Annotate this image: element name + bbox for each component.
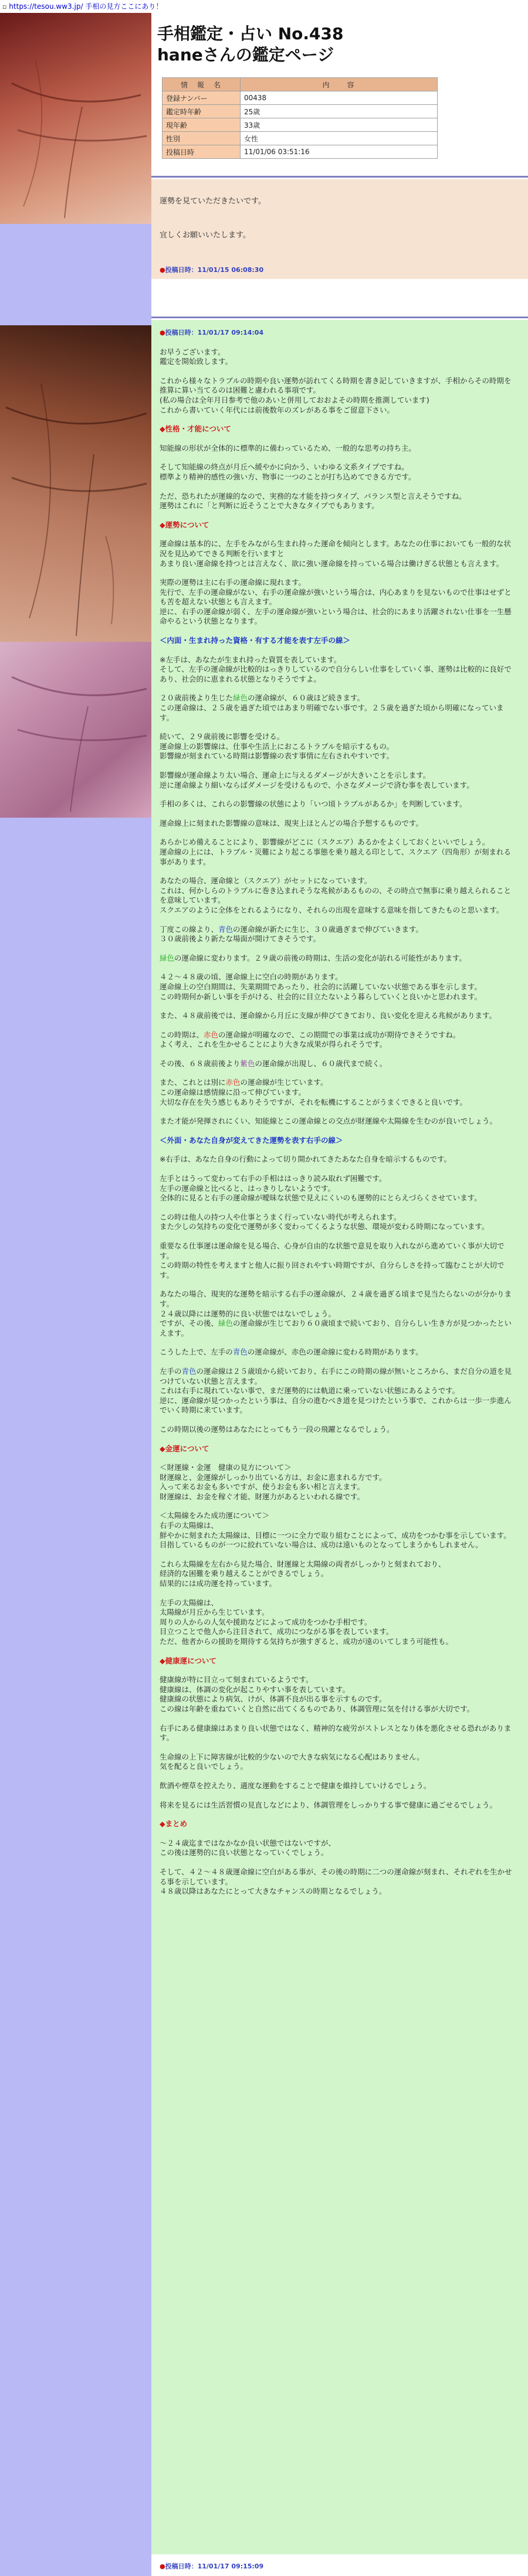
section-paragraph	[160, 1059, 517, 1069]
paragraph-line: 左手の太陽線は、	[160, 1598, 219, 1607]
section-heading: ◆金運について	[160, 1444, 209, 1453]
palm-photo-3	[0, 642, 151, 818]
reading-sections	[160, 424, 517, 1897]
greeting	[160, 348, 517, 367]
section-paragraph	[160, 578, 517, 627]
paragraph-line: ですが、その後、緑色の運命線が生じており６０歳頃まで続いており、自分らしい生き方が見つかったといえます。	[160, 1319, 512, 1338]
section-paragraph	[160, 925, 517, 944]
reply-content	[160, 328, 517, 1906]
color-keyword: 緑色	[160, 953, 175, 962]
paragraph-line: 結果的には成功運を持っています。	[160, 1579, 277, 1588]
paragraph-line: 目指しているものが一つに絞れていない場合は、成功は遠いものとなってしまうかもしれません。	[160, 1540, 483, 1550]
paragraph-line: これは右手に現れていない事で、まだ運勢的には軌道に乗っていない状態にあるようです。	[160, 1386, 460, 1396]
paragraph-line: こうした上で、左手の青色の運命線が、赤色の運命線に変わる時期があります。	[160, 1347, 423, 1357]
paragraph-line: 逆に、右手の運命線が弱く、左手の運命線が強いという場合は、社会的にあまり活躍されない仕事を一生懸命やるという状態となります。	[160, 607, 512, 626]
section-paragraph	[160, 819, 517, 829]
paragraph-line: ４８歳以降はあなたにとって大きなチャンスの時期となるでしょう。	[160, 1887, 387, 1896]
info-key: 鑑定時年齢	[163, 105, 241, 118]
paragraph-line: あらかじめ備えることにより、影響線がどこに（スクエア）あるかをよくしておくといいでしょう。	[160, 838, 490, 847]
paragraph-line: 丁度この線より、青色の運命線が新たに生じ、３０歳過ぎまで伸びていきます。	[160, 924, 424, 934]
section-paragraph	[160, 1174, 517, 1203]
section-paragraph	[160, 1801, 517, 1811]
section-paragraph	[160, 1753, 517, 1772]
section-paragraph	[160, 876, 517, 915]
info-key: 登録ナンバー	[163, 91, 241, 105]
paragraph-line: 知能線の形状が全体的に標準的に備わっているため、一般的な思考の持ち主。	[160, 443, 416, 452]
color-keyword: 青色	[232, 1347, 248, 1357]
paragraph-line: この運命線は、２５歳を過ぎた頃ではあまり明確でない事です。２５歳を過ぎた頃から明確になっています。	[160, 703, 504, 722]
paragraph-line: 大切な存在を失う感じもありそうですが、それを転機にすることがうまくできると良いです。	[160, 1097, 468, 1107]
reply-timestamp	[160, 328, 517, 338]
section-paragraph	[160, 492, 517, 511]
section-paragraph	[160, 462, 517, 482]
paragraph-line: ４２〜４８歳の頃、運命線上に空白の時期があります。	[160, 972, 343, 982]
paragraph-line: 逆に、運命線が見つかったという事は、自分の進むべき道を見つけたという事で、これからは一歩一歩進んでいく時期に来ています。	[160, 1396, 512, 1415]
paragraph-line: そして、左手の運命線が比較的はっきりしているので自分らしい仕事をしていく事、運勢は比較的に良好であり、社会的に恵まれる状態となりそうですよ。	[160, 665, 512, 683]
paragraph-line: 影響線が運命線より太い場合、運命上に与えるダメージが大きいことを示します。	[160, 771, 431, 780]
paragraph-line: この時期以後の運勢はあなたにとってもう一段の飛躍となるでしょう。	[160, 1424, 394, 1434]
info-table-header	[163, 78, 438, 91]
paragraph-line: そして、４２〜４８歳運命線に空白がある事が、その後の時期に二つの運命線が刻まれ、それぞれを生かせる事を示しています。	[160, 1867, 512, 1886]
section-paragraph	[160, 1347, 517, 1357]
paragraph-line: 運命線は基本的に、左手をみながら生まれ持った運命を傾向とします。あなたの仕事においても一般的な状況を見込めてできる判断を行いますと	[160, 539, 512, 558]
bullet-icon: ●	[160, 266, 165, 274]
paragraph-line: この線は年齢を重ねていくと自然に出てくるものであり、体調管理に気を付ける事が大切です。	[160, 1704, 475, 1713]
paragraph-line: この時期は、赤色の運命線が明確なので、この期間での事業は成功が期待できそうですね。	[160, 1030, 461, 1039]
section-paragraph	[160, 1560, 517, 1589]
color-keyword: 青色	[181, 1366, 197, 1376]
palm-lines-3	[0, 642, 151, 818]
paragraph-line: 左手の運命線と比べると、はっきりしないようです。	[160, 1183, 336, 1193]
paragraph-line: 太陽線が月丘から生じています。	[160, 1608, 269, 1617]
info-value: 25歳	[241, 105, 438, 118]
section-paragraph	[160, 1839, 517, 1858]
section-paragraph	[160, 954, 517, 964]
info-value: 11/01/06 03:51:16	[241, 145, 438, 159]
intro-line: これから書いていく年代には前後数年のズレがある事をご留意下さい。	[160, 405, 395, 414]
paragraph-line: ２４歳以降には運勢的に良い状態ではないでしょう。	[160, 1309, 336, 1318]
paragraph-line: この時期何か新しい事を手がける、社会的に目立たないよう暮らしていくと良いかと思われます。	[160, 992, 482, 1001]
section-paragraph	[160, 655, 517, 685]
section-paragraph	[160, 1155, 517, 1165]
section-heading: ◆まとめ	[160, 1819, 188, 1829]
info-value: 女性	[241, 132, 438, 145]
intro-line: これから様々なトラブルの時期や良い運勢が訪れてくる時期を書き記していきますが、手相からその時期を推算に算い当てるのは困難と慮われる事項です。	[160, 376, 512, 395]
paragraph-line: あなたの場合、現実的な運勢を暗示する右手の運命線が、２４歳を過ぎる頃まで見当たらないのが分かります。	[160, 1289, 512, 1308]
paragraph-line: 気を配ると良いでしょう。	[160, 1762, 248, 1771]
greeting-line: 鑑定を開始致します。	[160, 357, 233, 366]
color-keyword: 赤色	[225, 1078, 241, 1087]
request-timestamp	[160, 265, 263, 274]
section-paragraph	[160, 1511, 517, 1550]
paragraph-line: 運命線の上には、トラブル・災難により起こる事態を乗り越える印として、スクエア（四角形）が刻まれる事があります。	[160, 847, 512, 866]
section-heading: ◆運勢について	[160, 520, 209, 529]
paragraph-line: 緑色の運命線に変わります。２９歳の前後の時期は、生活の変化が訪れる可能性があります。	[160, 953, 467, 962]
table-row	[163, 132, 438, 145]
paragraph-line: スクエアのように全体をとれるようになり、それらの出現を意味する意味を指してきたものと思います。	[160, 905, 504, 914]
info-header-content: 内 容	[241, 78, 438, 91]
reply-timestamp-text: 投稿日時：11/01/17 09:14:04	[165, 329, 264, 336]
paragraph-line: 健康線の状態により病気、けが、体調不良が出る事を示すものです。	[160, 1694, 387, 1704]
paragraph-line: 目立つことで他人から注目されて、成功につながる事を表しています。	[160, 1627, 394, 1636]
paragraph-line: ＜財運線・金運 健康の見方について＞	[160, 1463, 292, 1472]
paragraph-line: この後は運勢的に良い状態となっていくでしょう。	[160, 1848, 329, 1857]
top-bar	[0, 0, 528, 13]
bullet-icon: ●	[160, 329, 165, 336]
title-line-2: haneさんの鑑定ページ	[157, 45, 334, 64]
palm-photo-1	[0, 13, 151, 224]
paragraph-line: 手相の多くは、これらの影響線の状態により「いつ頃トラブルがあるか」を判断しています。	[160, 799, 467, 809]
paragraph-line: 運命線上の影響線は、仕事や生活上におこるトラブルを暗示するもの。	[160, 741, 394, 751]
color-keyword: 緑色	[233, 693, 248, 703]
paragraph-line: 将来を見るには生活習慣の見直しなどにより、体調管理をしっかりする事で健康に過ごせるでしょう。	[160, 1800, 497, 1809]
section-paragraph	[160, 1425, 517, 1435]
table-row	[163, 145, 438, 159]
section-paragraph	[160, 1289, 517, 1338]
site-url-link[interactable]: https://tesou.ww3.jp/	[9, 2, 83, 11]
section-paragraph	[160, 1030, 517, 1050]
section-paragraph	[160, 1117, 517, 1127]
table-row	[163, 91, 438, 105]
paragraph-line: ただ、恐ちれたが運線的なので、実務的な才能を持つタイプ、バランス型と言えそうですね。	[160, 491, 466, 501]
info-value: 00438	[241, 91, 438, 105]
paragraph-line: 逆に運命線より細いならばダメージを受けるもので、小さなダメージで済む事を表しています。	[160, 780, 474, 790]
paragraph-line: この時期の特性を考えますと他人に振り回されやすい時期ですが、自分らしさを持って臨むことが大切です。	[160, 1261, 505, 1280]
paragraph-line: ※右手は、あなた自身の行動によって切り開かれてきたあなた自身を暗示するものです。	[160, 1155, 451, 1164]
request-line-1: 運勢を見ていただきたいです。	[160, 197, 266, 206]
paragraph-line: 周りの人からの人気や援助などによって成功をつかむ手相です。	[160, 1617, 372, 1626]
info-table	[162, 77, 438, 159]
paragraph-line: 健康線は、体調の変化が起こりやすい事を表しています。	[160, 1685, 350, 1694]
paragraph-line: 財運線と、金運線がしっかり出ている方は、お金に恵まれる方です。	[160, 1472, 387, 1482]
paragraph-line: ただ、他者からの援助を期待する気持ちが強すぎると、成功が遠のいてしまう可能性も。	[160, 1637, 453, 1646]
title-line-1: 手相鑑定・占い No.438	[157, 24, 344, 43]
request-timestamp-text: 投稿日時：11/01/15 06:08:30	[165, 266, 264, 274]
greeting-line: お早うございます。	[160, 347, 225, 356]
color-keyword: 青色	[218, 924, 233, 934]
section-paragraph	[160, 1598, 517, 1647]
site-home-link[interactable]: 手相の見方ここにあり！	[85, 2, 163, 11]
section-paragraph	[160, 1011, 517, 1021]
section-paragraph	[160, 799, 517, 809]
paragraph-line: 運命線上に刻まれた影響線の意味は、現実上ほとんどの場合予想するものです。	[160, 818, 424, 828]
paragraph-line: 飲酒や煙草を控えたり、適度な運動をすることで健康を維持していけるでしょう。	[160, 1781, 431, 1790]
section-paragraph	[160, 732, 517, 761]
paragraph-line: また、これとは別に赤色の運命線が生じています。	[160, 1078, 328, 1087]
paragraph-line: よく考え、これを生かせることにより大きな成果が得られそうです。	[160, 1040, 387, 1049]
paragraph-line: 運命線上の空白期間は、失業期間であったり、社会的に活躍していない状態である事を示します。	[160, 982, 482, 991]
paragraph-line: 健康線が特に目立って刻まれているようです。	[160, 1675, 313, 1685]
palm-photo-2	[0, 325, 151, 642]
info-key: 投稿日時	[163, 145, 241, 159]
section-heading: ◆性格・才能について	[160, 424, 231, 434]
paragraph-line: その後、６８歳前後より紫色の運命線が出現し、６０歳代まで続く。	[160, 1059, 387, 1068]
paragraph-line: そして知能線の終点が月丘へ緩やかに向かう、いわゆる文系タイプですね。	[160, 462, 409, 472]
paragraph-line: 入って来るお金も多いですが、使うお金も多い相と言えます。	[160, 1482, 365, 1492]
info-key: 性別	[163, 132, 241, 145]
paragraph-line: 運勢はこれに「と判断に近そうことで大きなタイプでもあります。	[160, 501, 379, 511]
request-message-box	[151, 179, 528, 279]
paragraph-line: 右手にある健康線はあまり良い状態ではなく、精神的な疲労がストレスとなり体を悪化させる恐れがあります。	[160, 1723, 512, 1743]
paragraph-line: ※左手は、あなたが生まれ持った資質を表しています。	[160, 655, 341, 664]
paragraph-line: 全体的に見ると右手の運命線が曖昧な状態で見えにくいのも運勢的にとらえづらくさせています。	[160, 1193, 482, 1203]
paragraph-line: 左手の青色の運命線は２５歳頃から続いており、右手にこの時期の線が無いところから、まだ自分の道を見つけていない状態と言えます。	[160, 1366, 512, 1386]
paragraph-line: 右手の太陽線は、	[160, 1521, 219, 1530]
paragraph-line: この時は他人の持つ人や仕事とうまく行っていない時代が考えられます。	[160, 1212, 401, 1221]
final-timestamp	[160, 2561, 263, 2571]
section-paragraph	[160, 1213, 517, 1232]
paragraph-line: 鮮やかに刻まれた太陽線は、目標に一つに全力で取り組むことによって、成功をつかむ事を示しています。	[160, 1530, 511, 1540]
section-paragraph	[160, 1367, 517, 1415]
broken-image-icon: ▫	[2, 3, 7, 11]
section-paragraph	[160, 1724, 517, 1743]
paragraph-line: 経済的な困難を乗り越えることができるでしょう。	[160, 1569, 329, 1578]
paragraph-line: 重要なる仕事運は運命線を見る場合、心身が自由的な状態で意見を取り入れながら進めていく事が大切です。	[160, 1241, 505, 1260]
table-row	[163, 118, 438, 132]
table-row	[163, 105, 438, 118]
divider	[151, 176, 528, 178]
color-keyword: 紫色	[240, 1059, 255, 1068]
intro	[160, 376, 517, 415]
paragraph-line: 先行で、左手の運命線がない、右手の運命線が強いという場合は、内心あまりを見ないもので仕事はせずとも苦を超えない状態とも言えます。	[160, 587, 512, 607]
palm-lines-2	[0, 325, 151, 642]
section-heading: ＜外面・あなた自身が変えてきた運勢を表す右手の線＞	[160, 1135, 343, 1145]
color-keyword: 緑色	[218, 1319, 233, 1328]
paragraph-line: あなたの場合、運命線と（スクエア）がセットになっています。	[160, 876, 372, 886]
info-header-name: 情 報 名	[163, 78, 241, 91]
section-paragraph	[160, 693, 517, 723]
section-paragraph	[160, 771, 517, 790]
paragraph-line: 続いて、２９歳前後に影響を受ける。	[160, 732, 285, 741]
paragraph-line: ３０歳前後より新たな場面が開けてきそうです。	[160, 934, 321, 944]
paragraph-line: また、４８歳前後では、運命線から月丘に支線が伸びてきており、良い変化を迎える兆候があります。	[160, 1011, 497, 1020]
paragraph-line: これら太陽線を左右から見た場合、財運線と太陽線の両者がしっかりと刻まれており、	[160, 1559, 446, 1568]
paragraph-line: 〜２４歳迄まではなかなか良い状態ではないですが、	[160, 1838, 336, 1847]
section-paragraph	[160, 1078, 517, 1107]
info-key: 現年齢	[163, 118, 241, 132]
paragraph-line: これは、何かしらのトラブルに巻き込まれそうな兆候があるものの、その時点で無事に乗り越えられることを意味しています。	[160, 886, 512, 905]
info-value: 33歳	[241, 118, 438, 132]
section-paragraph	[160, 444, 517, 454]
paragraph-line: 生命線の上下に障害線が比較的少ないので大きな病気になる心配はありません。	[160, 1752, 424, 1761]
section-paragraph	[160, 838, 517, 867]
paragraph-line: この運命線は感情線に沿って伸びています。	[160, 1088, 306, 1097]
section-paragraph	[160, 1781, 517, 1791]
palm-lines-1	[0, 13, 151, 224]
divider	[151, 317, 528, 318]
intro-line: (私の場合は全年月日参考で他のあいと併用しておおよその時期を推測しています)	[160, 395, 429, 404]
paragraph-line: また才能が発揮されにくい、知能線とこの運命線との交点が財運線や太陽線を生むのが良いでしょう。	[160, 1117, 497, 1126]
paragraph-line: 財運線は、お金を稼ぐ才能、財運力があるといわれる線です。	[160, 1492, 365, 1501]
paragraph-line: 左手とはうって変わって右手の手相ははっきり読み取れず困難です。	[160, 1174, 387, 1183]
section-paragraph	[160, 1463, 517, 1502]
paragraph-line: あまり良い運命線を持つとは言えなく、欲に強い運命線を持っている場合は働けぎる状態とも言えます。	[160, 559, 504, 568]
paragraph-line: ＜太陽線をみた成功運について＞	[160, 1511, 270, 1520]
paragraph-line: 実際の運勢は主に右手の運命線に現れます。	[160, 578, 306, 587]
paragraph-line: ２０歳前後より生じた緑色の運命線が、６０歳ほど続きます。	[160, 693, 365, 703]
section-paragraph	[160, 1867, 517, 1897]
section-paragraph	[160, 1675, 517, 1714]
paragraph-line: また少しの気持ちの変化で運勢が多く変わってくるような状態、環境が変わる時期になっています。	[160, 1222, 489, 1231]
final-timestamp-text: 投稿日時：11/01/17 09:15:09	[165, 2563, 264, 2570]
paragraph-line: 標準より精神的感性の強い方、物事に一つのことが打ち込めてできる方です。	[160, 472, 416, 481]
bullet-icon: ●	[160, 2563, 165, 2570]
request-line-2: 宜しくお願いいたします。	[160, 231, 251, 240]
paragraph-line: 影響線が刻まれている時期は影響線の表す事情に左右されやすいです。	[160, 751, 394, 761]
section-paragraph	[160, 1241, 517, 1280]
page-title	[157, 23, 521, 66]
section-heading: ＜内面・生まれ持った資格・有する才能を表す左手の線＞	[160, 636, 351, 645]
section-paragraph	[160, 539, 517, 569]
color-keyword: 赤色	[204, 1030, 219, 1039]
section-paragraph	[160, 972, 517, 1002]
section-heading: ◆健康運について	[160, 1656, 216, 1665]
